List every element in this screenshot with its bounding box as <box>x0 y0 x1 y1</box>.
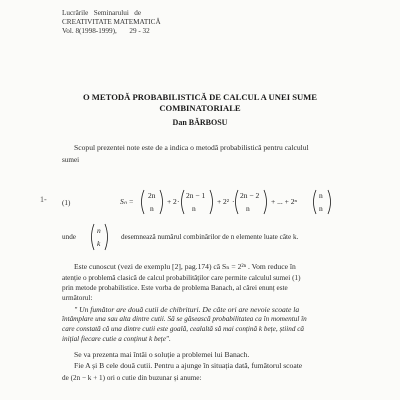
binomial-2n-n <box>142 190 163 214</box>
binomial-2n-2-n <box>236 190 267 214</box>
solution-line-1: Se va prezenta mai întâi o soluție a problemei lui Banach. <box>74 350 250 359</box>
known-line-1: Este cunoscut (vezi de exemplu [2], pag.174) că Sₙ = 2²ⁿ . Vom reduce în <box>74 262 296 271</box>
solution-line-2: Fie A și B cele două cutii. Pentru a ajunge în situația dată, fumătorul scoate <box>74 361 303 370</box>
quote-line-1: " Un fumător are două cutii de chibrituri. De câte ori are nevoie scoate la <box>74 305 300 314</box>
quote-line-2: întâmplare una sau alta dintre cutii. Să se găsească probabilitatea ca în momentul în <box>62 315 307 323</box>
equation-tail: + ... + 2ⁿ <box>271 197 297 206</box>
known-line-4: următorul: <box>62 294 93 302</box>
binomial-n-n <box>314 190 331 214</box>
binomial-top: 2n − 2 <box>240 191 260 200</box>
binomial-2n-1-n <box>182 190 213 214</box>
journal-header-line-1: Lucrările Seminarului de <box>62 9 142 17</box>
binomial-bottom: n <box>319 204 323 213</box>
margin-mark: 1- <box>40 195 47 204</box>
binomial-bottom: n <box>150 204 154 213</box>
journal-header-line-3: Vol. 8(1998-1999), 29 - 32 <box>62 27 150 35</box>
binomial-top: n <box>97 226 101 235</box>
equation-number: (1) <box>62 199 71 207</box>
equation-1 <box>120 186 380 218</box>
plus-sign: + <box>167 197 172 206</box>
plus-sign: + <box>217 197 222 206</box>
binomial-bottom: n <box>246 204 250 213</box>
binomial-bottom: n <box>192 204 196 213</box>
known-line-2: atenție o problemă clasică de calcul probabilităților care permite calculul sumei (1) <box>62 274 301 282</box>
known-line-3: prin metode probabilistice. Este vorba de problema Banach, al cărei enunț este <box>62 284 288 292</box>
multiply-dot: · <box>177 197 180 206</box>
quote-line-3: care constată că una dintre cutii este goală, cealaltă să mai conțină k bețe, știind că <box>62 325 304 333</box>
coefficient-2: 2 <box>173 197 177 206</box>
intro-line-2: sumei <box>62 156 80 164</box>
coefficient-4: 2² <box>223 197 229 206</box>
binomial-top: 2n <box>148 191 156 200</box>
where-description: desemnează numărul combinărilor de n elemente luate câte k. <box>121 233 299 241</box>
intro-line-1: Scopul prezentei note este de a indica o metodă probabilistică pentru calculul <box>74 143 309 152</box>
quote-line-4: inițial fiecare cutie a conținut k bețe". <box>62 335 171 343</box>
journal-header <box>62 9 161 36</box>
multiply-dot: · <box>232 197 235 206</box>
solution-line-3: de (2n − k + 1) ori o cutie din buzunar și anume: <box>62 374 202 382</box>
paper-author: Dan BĂRBOSU <box>172 118 228 127</box>
paper-title <box>0 92 400 114</box>
paper-title-line-2: COMBINATORIALE <box>159 103 241 113</box>
equation-lhs: Sₙ = <box>120 197 134 206</box>
journal-header-line-2: CREATIVITATE MATEMATICĂ <box>62 18 161 26</box>
where-label: unde <box>62 233 76 241</box>
binomial-n-k <box>89 222 111 252</box>
binomial-top: n <box>319 191 323 200</box>
binomial-top: 2n − 1 <box>186 191 206 200</box>
binomial-bottom: k <box>97 239 101 248</box>
paper-title-line-1: O METODĂ PROBABILISTICĂ DE CALCUL A UNEI SUME <box>82 92 318 102</box>
